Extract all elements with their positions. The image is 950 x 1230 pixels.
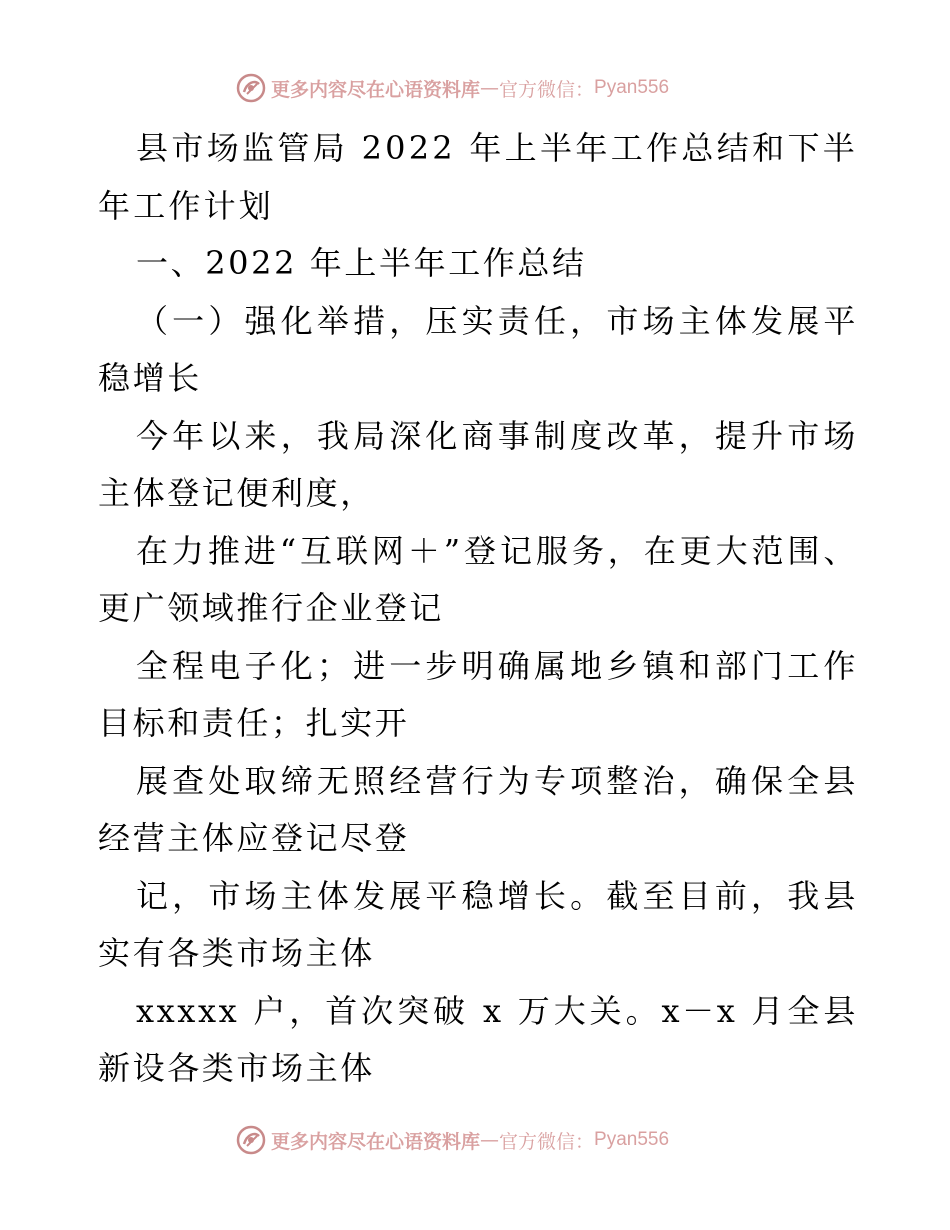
watermark-wechat-id: Pyan556 xyxy=(594,1129,670,1150)
footer-watermark xyxy=(235,1124,755,1156)
section-heading: 一、2022 年上半年工作总结 xyxy=(136,244,587,282)
watermark-wechat-id: Pyan556 xyxy=(594,77,670,98)
subsection-heading: （一）强化举措，压实责任，市场主体发展平稳增长 xyxy=(98,301,858,397)
seal-logo-icon xyxy=(235,72,267,104)
body-paragraph: 全程电子化；进一步明确属地乡镇和部门工作目标和责任；扎实开 xyxy=(98,646,858,742)
body-paragraph: xxxxx 户，首次突破 x 万大关。x－x 月全县新设各类市场主体 xyxy=(98,991,858,1087)
header-watermark xyxy=(235,72,755,104)
watermark-dash: — xyxy=(480,1129,500,1151)
document-body xyxy=(98,120,858,1098)
seal-logo-icon xyxy=(235,1124,267,1156)
body-paragraph: 今年以来，我局深化商事制度改革，提升市场主体登记便利度， xyxy=(98,416,858,512)
watermark-main-text: 更多内容尽在心语资料库 xyxy=(271,1130,481,1153)
body-paragraph: 记，市场主体发展平稳增长。截至目前，我县实有各类市场主体 xyxy=(98,876,858,972)
body-paragraph: 在力推进“互联网＋”登记服务，在更大范围、更广领域推行企业登记 xyxy=(98,531,858,627)
watermark-dash: — xyxy=(480,77,500,99)
document-title: 县市场监管局 2022 年上半年工作总结和下半年工作计划 xyxy=(98,129,858,225)
watermark-sub-text: 官方微信： xyxy=(499,1130,595,1153)
watermark-sub-text: 官方微信： xyxy=(499,78,595,101)
watermark-main-text: 更多内容尽在心语资料库 xyxy=(271,78,481,101)
body-paragraph: 展查处取缔无照经营行为专项整治，确保全县经营主体应登记尽登 xyxy=(98,761,858,857)
